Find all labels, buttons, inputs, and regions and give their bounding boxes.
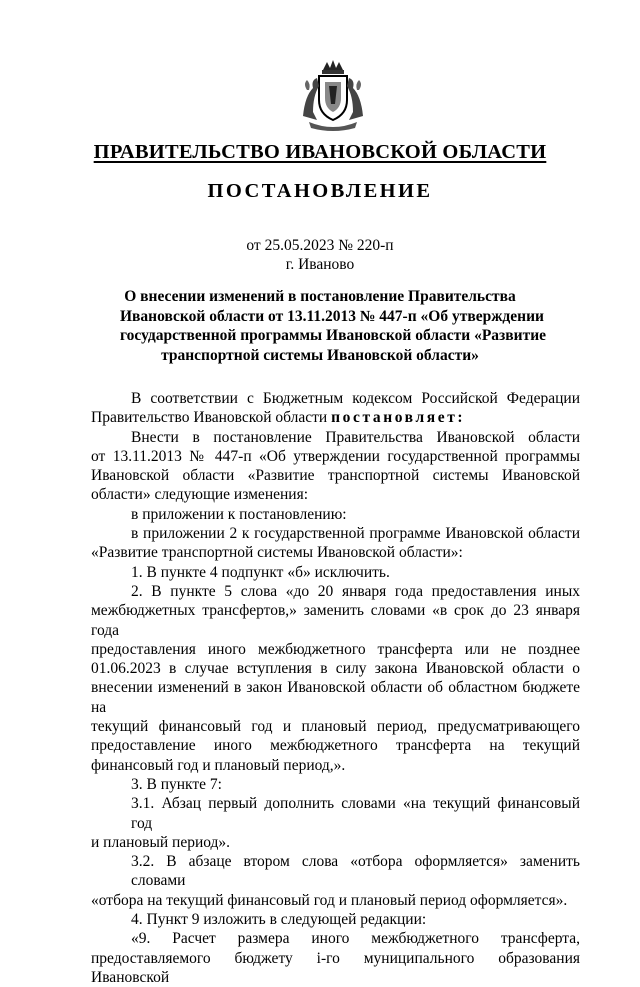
body-line: межбюджетных трансфертов,» заменить словами «в срок до 23 января года (91, 602, 580, 639)
document-date-number: от 25.05.2023 № 220-п (246, 237, 394, 254)
coat-of-arms-icon (299, 60, 367, 132)
body-line: финансовый год и плановый период,». (91, 756, 346, 774)
body-line: 01.06.2023 в случае вступления в силу закона Ивановской области о (91, 660, 580, 678)
document-title (120, 287, 547, 365)
title-line: транспортной системы Ивановской области» (161, 346, 479, 364)
body-line: «Развитие транспортной системы Ивановской области»: (91, 544, 463, 562)
body-line: «отбора на текущий финансовый год и плановый период оформляется». (91, 891, 568, 909)
body-line: 4. Пункт 9 изложить в следующей редакции: (131, 911, 427, 929)
organization-name: ПРАВИТЕЛЬСТВО ИВАНОВСКОЙ ОБЛАСТИ (93, 141, 547, 163)
body-line: 3. В пункте 7: (131, 775, 222, 793)
body-line: внесении изменений в закон Ивановской области об областном бюджете на (91, 679, 580, 716)
title-line: Ивановской области от 13.11.2013 № 447-п «Об утверждении (120, 307, 544, 325)
body-line: Ивановской области «Развитие транспортной системы Ивановской (91, 467, 580, 485)
body-line: в приложении к постановлению: (131, 505, 347, 523)
body-line: предоставление иного межбюджетного трансферта на текущий (91, 737, 580, 755)
body-line: текущий финансовый год и плановый период, предусматривающего (91, 718, 580, 736)
body-line: в приложении 2 к государственной программе Ивановской области (131, 525, 580, 543)
document-body (91, 389, 580, 987)
body-line: и плановый период». (91, 833, 231, 851)
body-line: 3.1. Абзац первый дополнить словами «на текущий финансовый год (131, 795, 580, 832)
body-line: В соответствии с Бюджетным кодексом Российской Федерации (131, 390, 580, 407)
document-city: г. Иваново (285, 256, 355, 273)
resolution-keyword: постановляет: (331, 409, 466, 427)
body-text: Правительство Ивановской области (91, 409, 332, 427)
body-line: 2. В пункте 5 слова «до 20 января года предоставления иных (131, 582, 580, 600)
body-line (91, 408, 580, 427)
body-line: от 13.11.2013 № 447-п «Об утверждении государственной программы (91, 447, 580, 465)
document-type: ПОСТАНОВЛЕНИЕ (207, 180, 433, 202)
body-line: «9. Расчет размера иного межбюджетного трансферта, (131, 930, 580, 948)
title-line: государственной программы Ивановской области «Развитие (120, 327, 547, 344)
body-line: предоставления иного межбюджетного трансферта или не позднее (91, 640, 580, 658)
body-line: 3.2. В абзаце втором слова «отбора оформляется» заменить словами (131, 853, 580, 890)
title-line: О внесении изменений в постановление Правительства (124, 288, 516, 305)
body-line: предоставляемого бюджету i-го муниципального образования Ивановской (91, 949, 580, 986)
body-line: области» следующие изменения: (91, 486, 309, 504)
body-line: Внести в постановление Правительства Ивановской области (131, 428, 580, 446)
body-line: 1. В пункте 4 подпункт «б» исключить. (131, 563, 390, 581)
